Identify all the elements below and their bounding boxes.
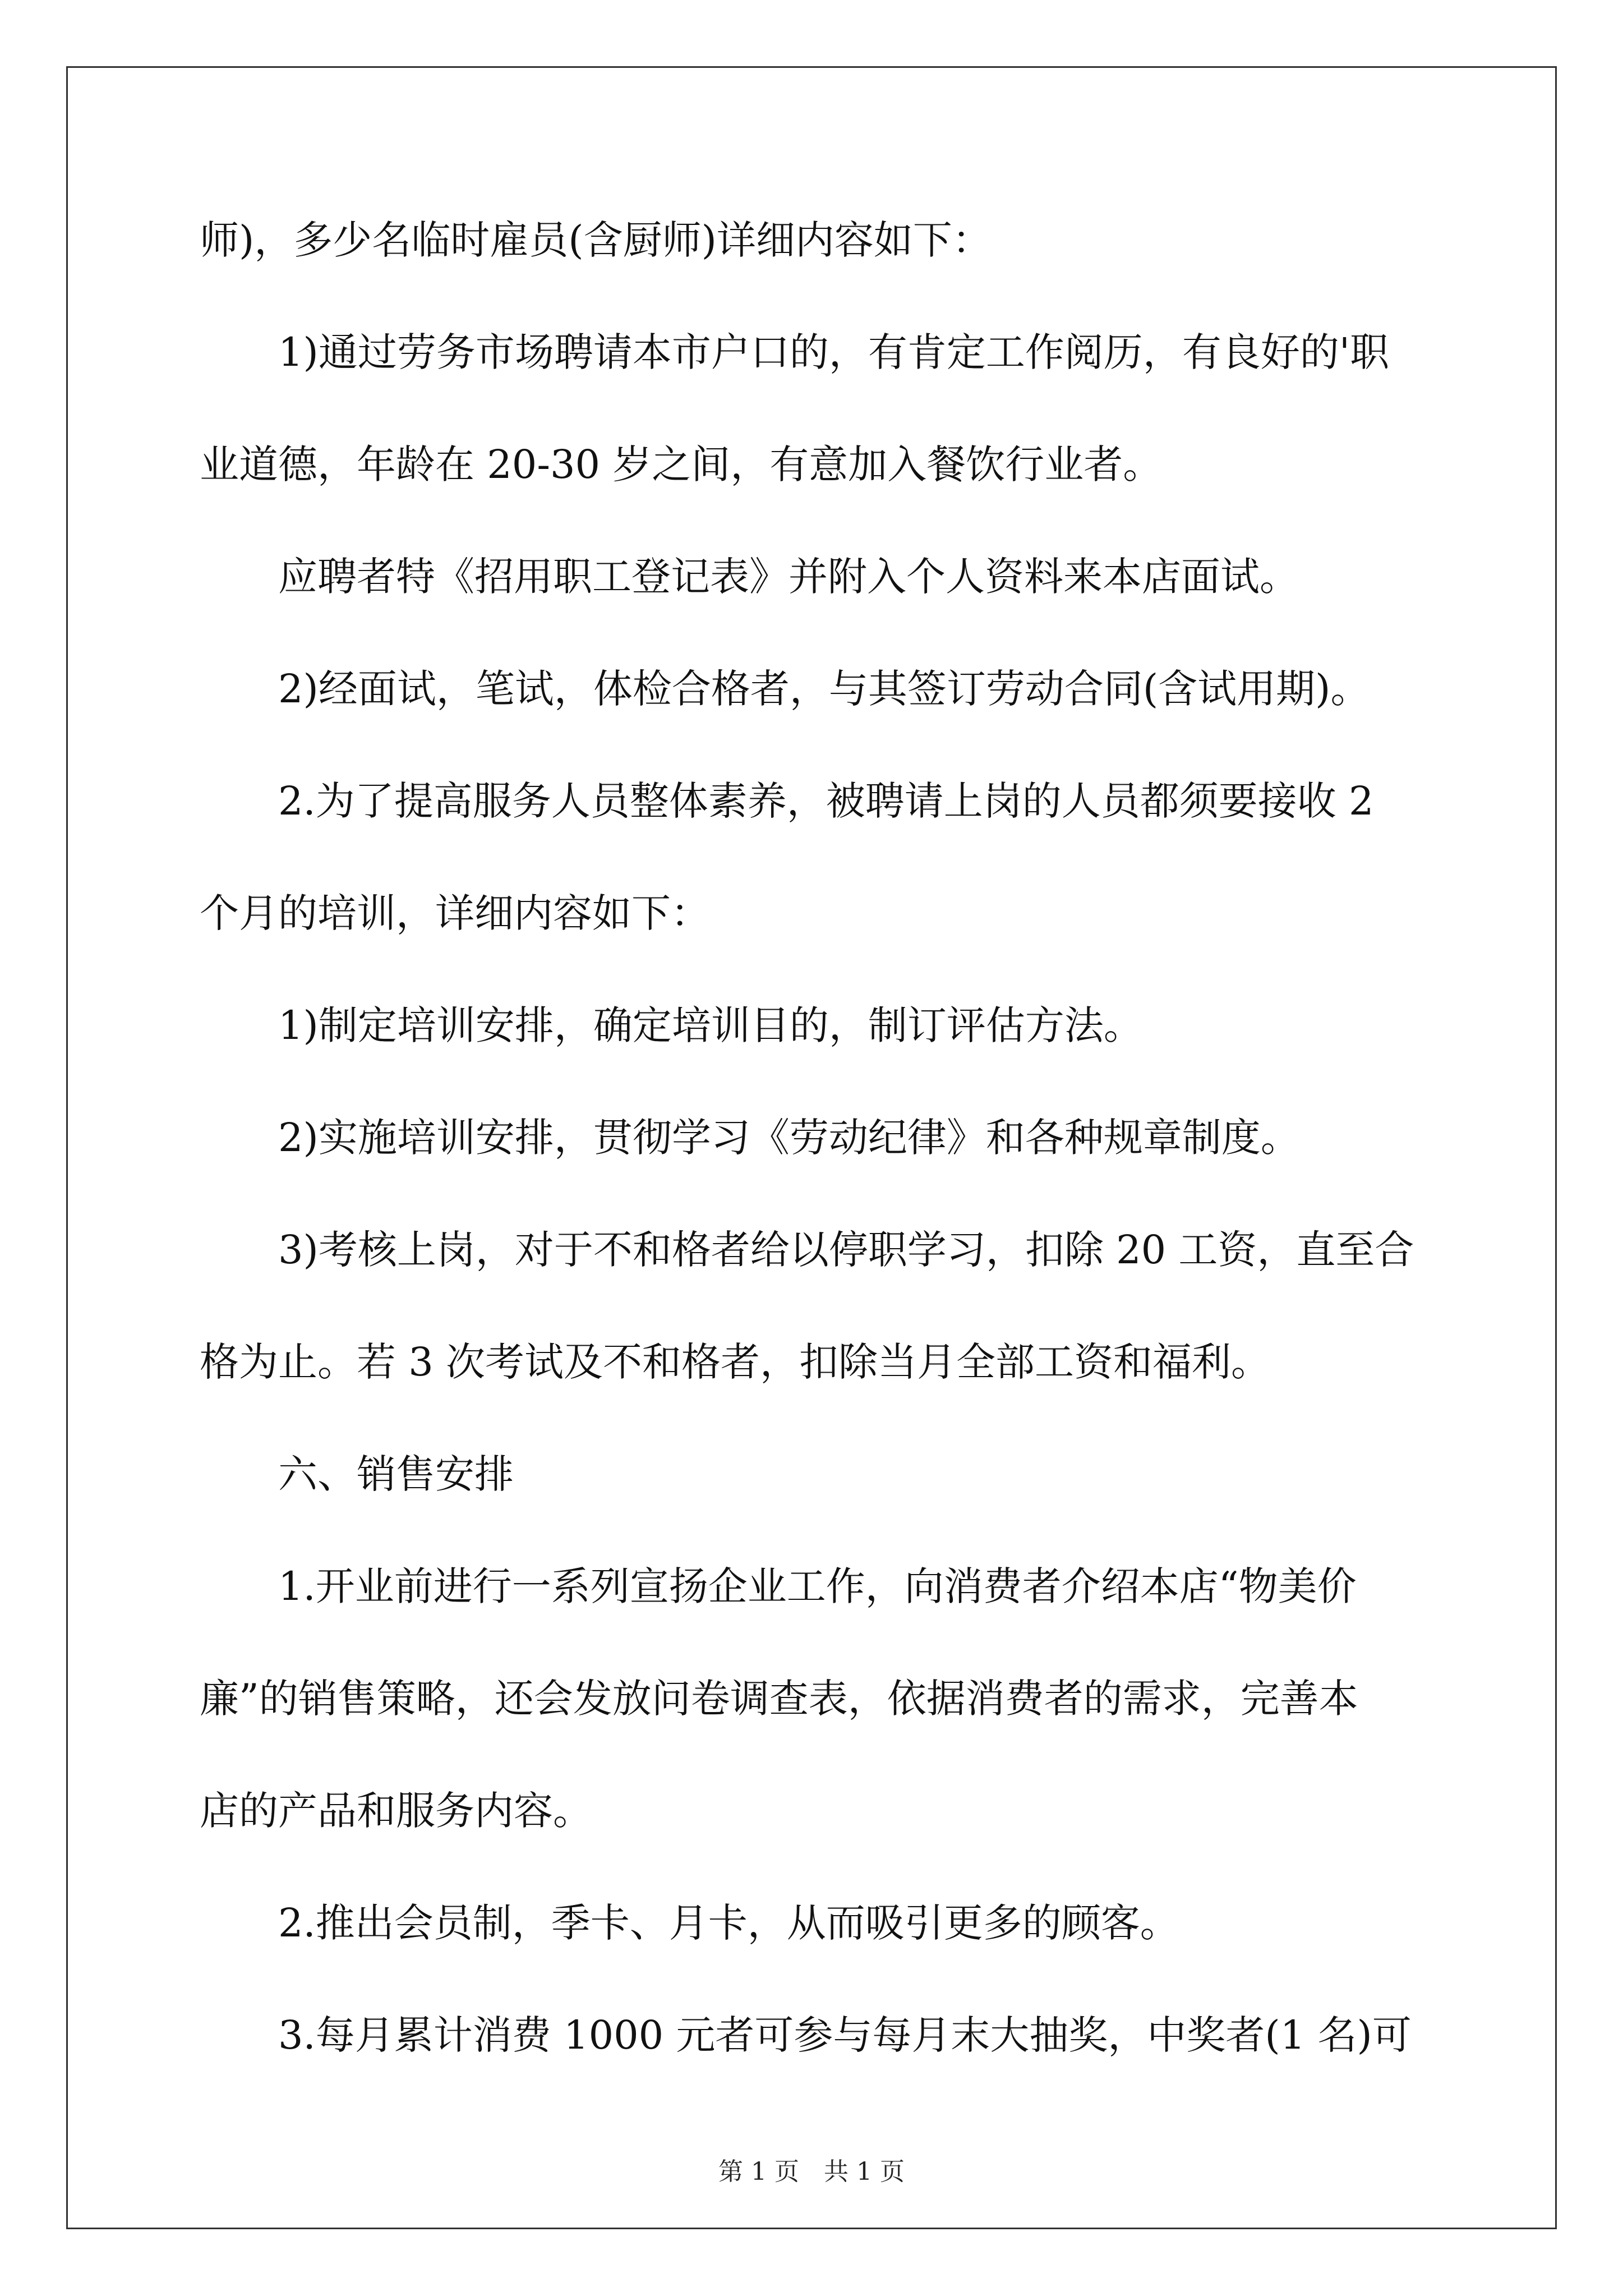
text-line-14: 廉”的销售策略，还会发放问卷调查表，依据消费者的需求，完善本	[200, 1676, 1358, 1722]
text-line-11: 格为止。若 3 次考试及不和格者，扣除当月全部工资和福利。	[200, 1339, 1271, 1385]
page-number: 第 1 页 共 1 页	[718, 2157, 905, 2186]
text-line-4: 应聘者特《招用职工登记表》并附入个人资料来本店面试。	[278, 554, 1299, 600]
text-line-1: 师)，多少名临时雇员(含厨师)详细内容如下：	[200, 217, 992, 263]
text-line-13: 1.开业前进行一系列宣扬企业工作，向消费者介绍本店“物美价	[278, 1563, 1357, 1609]
section-heading: 六、销售安排	[278, 1451, 514, 1497]
text-line-2: 1)通过劳务市场聘请本市户口的，有肯定工作阅历，有良好的'职	[278, 329, 1390, 375]
text-line-6: 2.为了提高服务人员整体素养，被聘请上岗的人员都须要接收 2	[278, 778, 1374, 824]
text-line-16: 2.推出会员制，季卡、月卡，从而吸引更多的顾客。	[278, 1900, 1179, 1946]
text-line-10: 3)考核上岗，对于不和格者给以停职学习，扣除 20 工资，直至合	[278, 1227, 1414, 1273]
text-line-15: 店的产品和服务内容。	[200, 1788, 592, 1834]
text-line-9: 2)实施培训安排，贯彻学习《劳动纪律》和各种规章制度。	[278, 1115, 1300, 1161]
text-line-17: 3.每月累计消费 1000 元者可参与每月末大抽奖，中奖者(1 名)可	[278, 2012, 1412, 2058]
text-line-7: 个月的培训，详细内容如下：	[200, 890, 710, 936]
text-line-8: 1)制定培训安排，确定培训目的，制订评估方法。	[278, 1002, 1143, 1048]
text-line-3: 业道德，年龄在 20-30 岁之间，有意加入餐饮行业者。	[200, 441, 1163, 487]
text-line-5: 2)经面试，笔试，体检合格者，与其签订劳动合同(含试用期)。	[278, 666, 1370, 712]
